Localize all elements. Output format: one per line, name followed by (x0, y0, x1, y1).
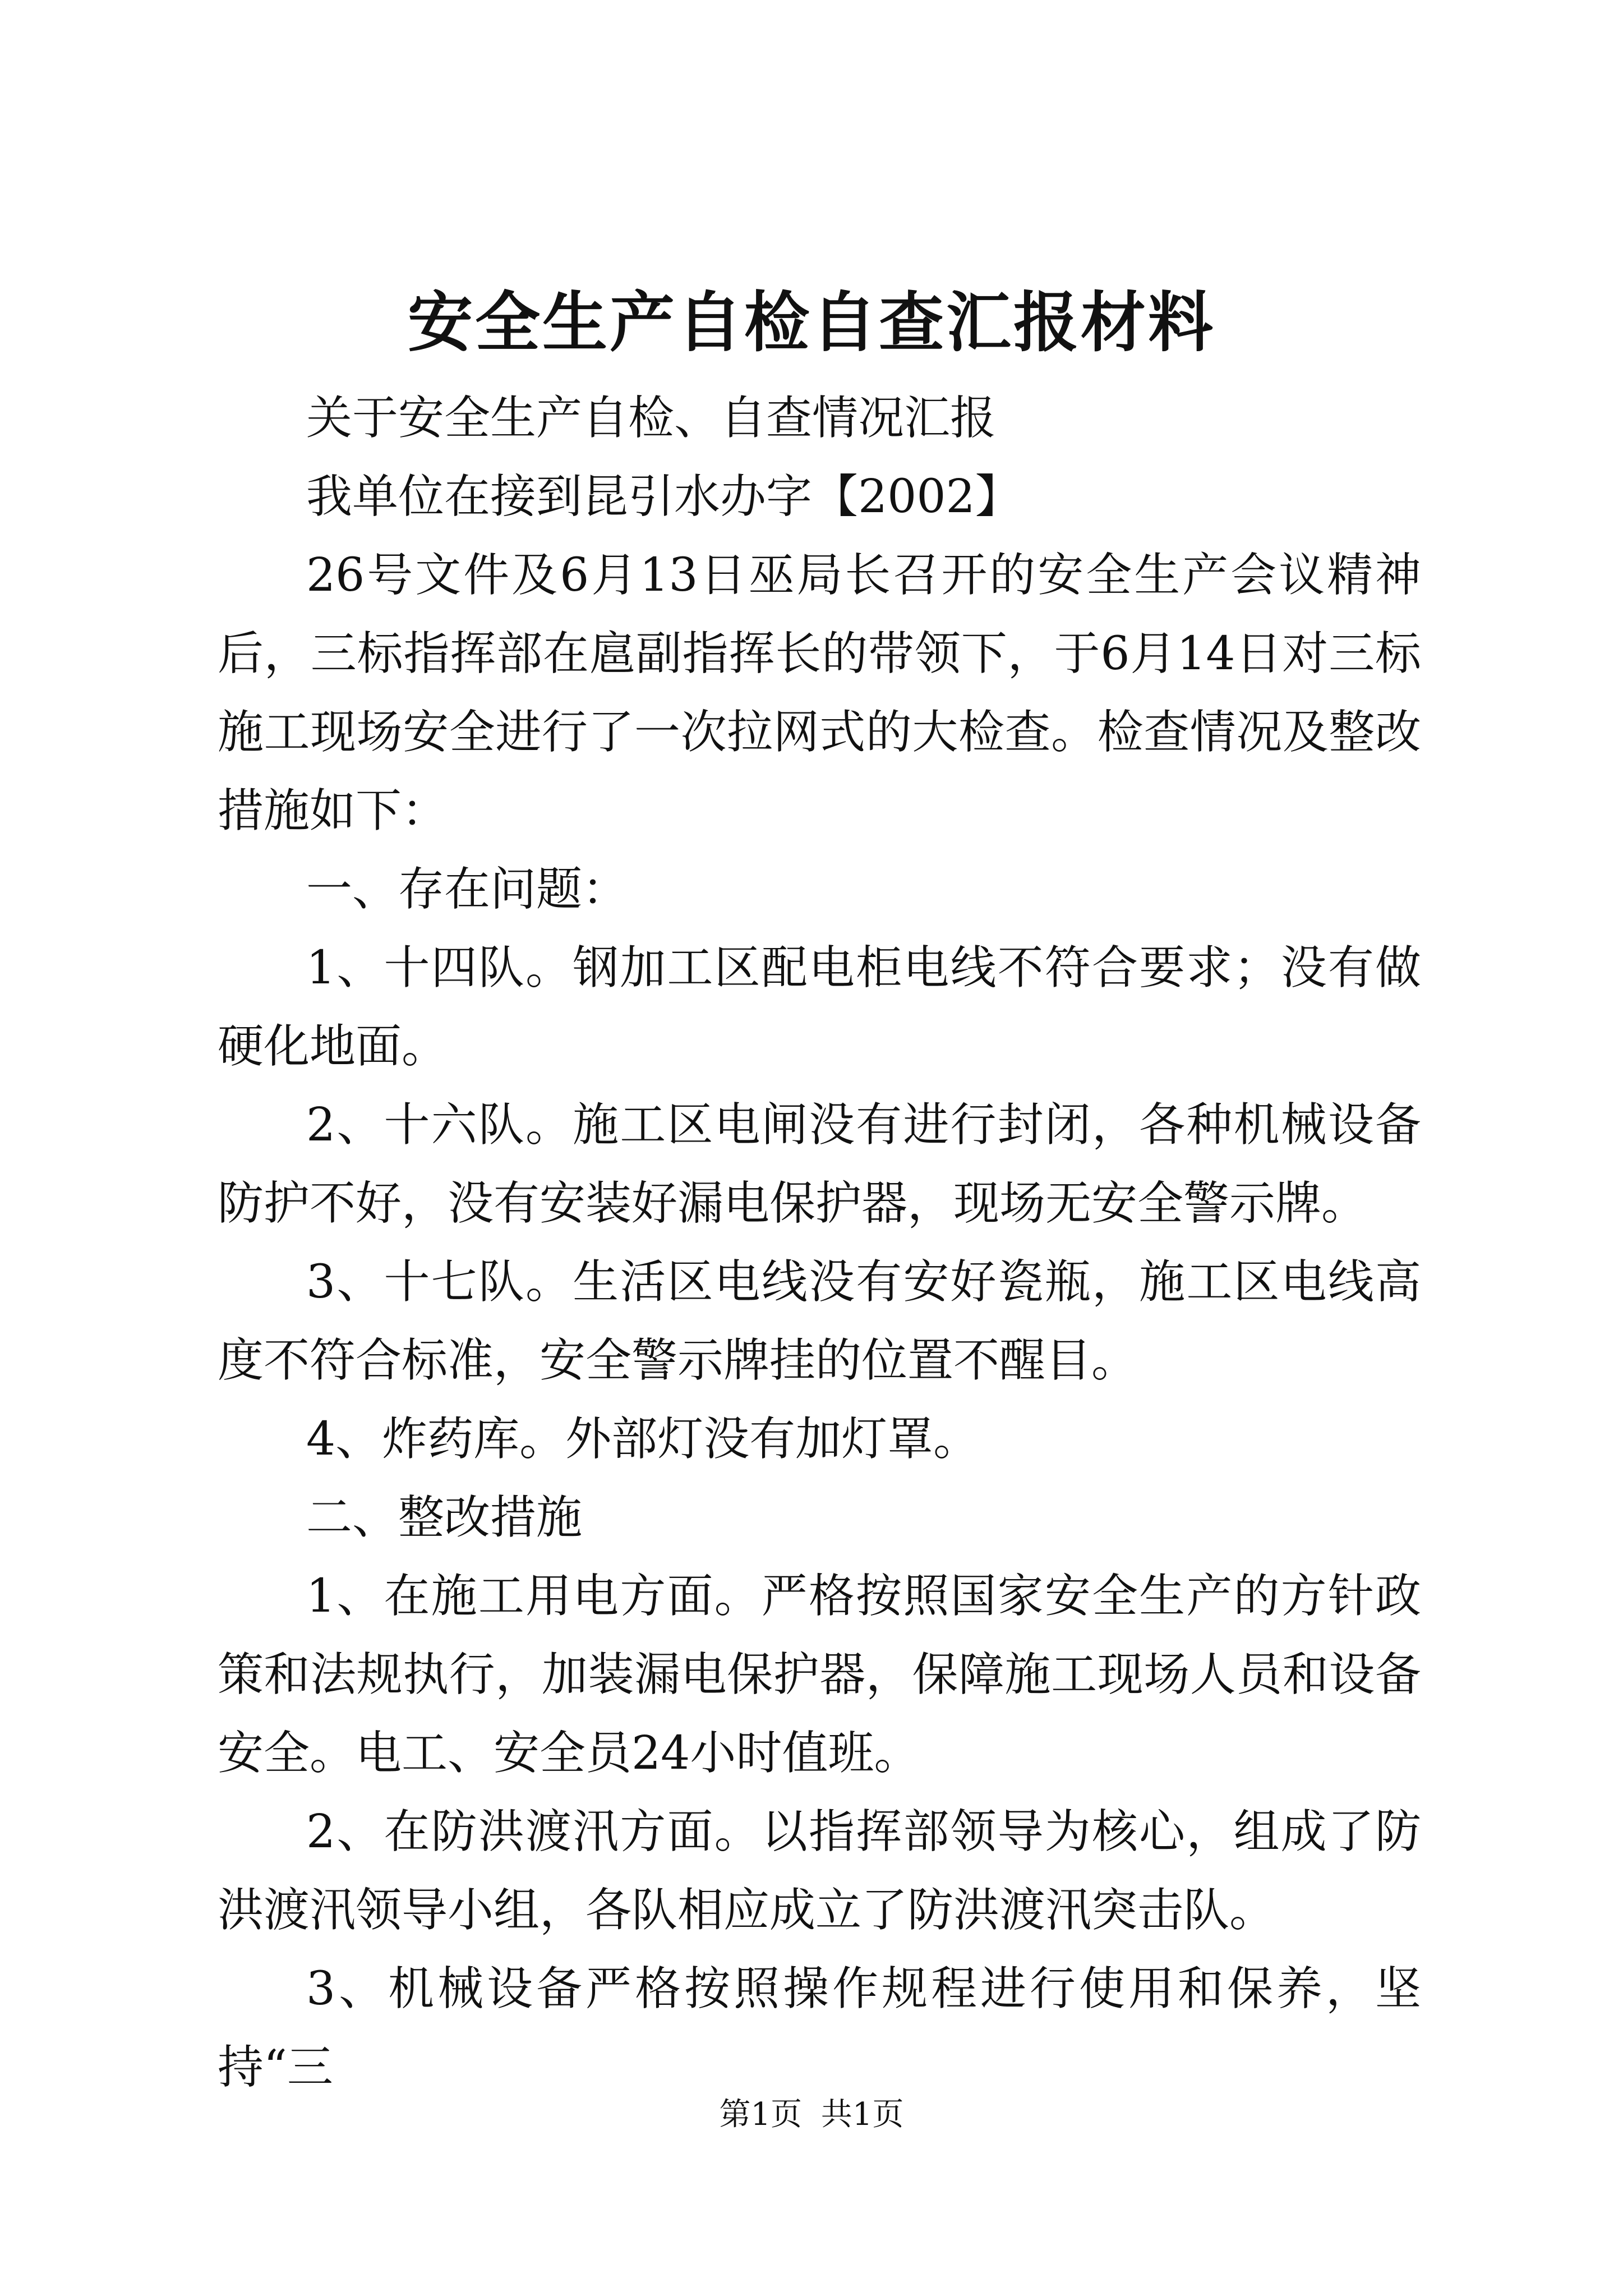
paragraph-subtitle: 关于安全生产自检、自查情况汇报 (306, 392, 997, 445)
list-item-measure-2: 2、在防洪渡汛方面。以指挥部领导为核心，组成了防洪渡汛领导小组，各队相应成立了防洪渡汛突击队。 (218, 1805, 1421, 1937)
page-footer (0, 2092, 1623, 2137)
paragraph-intro: 我单位在接到昆引水办字【2002】 (306, 470, 1021, 523)
list-item-measure-1: 1、在施工用电方面。严格按照国家安全生产的方针政策和法规执行，加装漏电保护器，保障施工现场人员和设备安全。电工、安全员24小时值班。 (218, 1570, 1421, 1780)
section-heading-measures: 二、整改措施 (306, 1491, 583, 1544)
document-body (218, 379, 1421, 2107)
list-item-problem-2: 2、十六队。施工区电闸没有进行封闭，各种机械设备防护不好，没有安装好漏电保护器，现场无安全警示牌。 (218, 1098, 1421, 1230)
list-item-problem-4: 4、炸药库。外部灯没有加灯罩。 (306, 1412, 980, 1466)
list-item-problem-1: 1、十四队。钢加工区配电柜电线不符合要求；没有做硬化地面。 (218, 941, 1421, 1073)
document-title: 安全生产自检自查汇报材料 (408, 284, 1215, 361)
page-total: 共1页 (820, 2096, 904, 2133)
list-item-measure-3: 3、机械设备严格按照操作规程进行使用和保养，坚持“三 (218, 1962, 1421, 2094)
section-heading-problems: 一、存在问题： (306, 863, 629, 916)
page-number: 第1页 (719, 2096, 803, 2133)
list-item-problem-3: 3、十七队。生活区电线没有安好瓷瓶，施工区电线高度不符合标准，安全警示牌挂的位置不醒目。 (218, 1255, 1421, 1387)
paragraph-inspection: 26号文件及6月13日巫局长召开的安全生产会议精神后，三标指挥部在扈副指挥长的带领下，于6月14日对三标施工现场安全进行了一次拉网式的大检查。检查情况及整改措施如下： (218, 549, 1421, 838)
